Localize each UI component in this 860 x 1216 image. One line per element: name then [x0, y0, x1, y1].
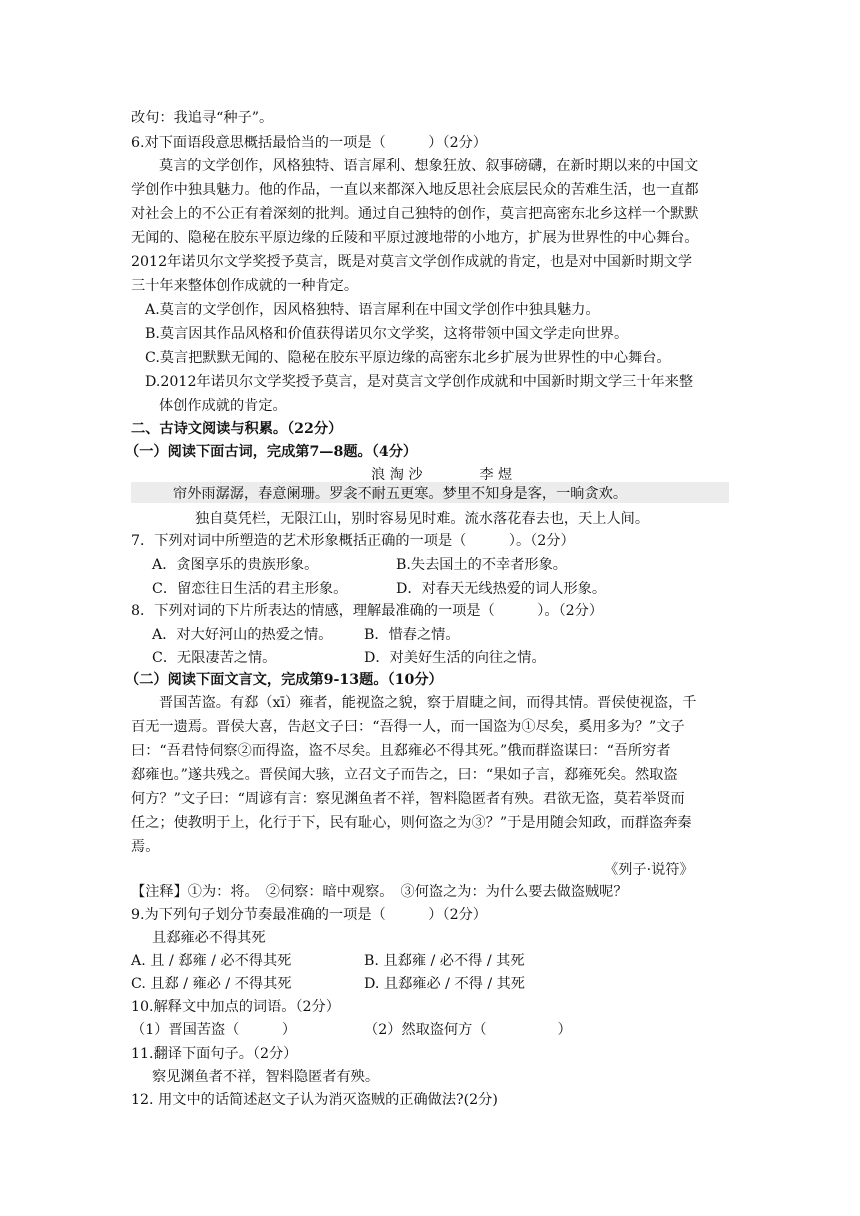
passage-line: 学创作中独具魅力。他的作品，一直以来都深入地反思社会底层民众的苦难生活，也一直都 [131, 182, 699, 198]
option-9d: D. 且郄雍必 / 不得 / 其死 [364, 976, 525, 992]
option-9c: C. 且郄 / 雍必 / 不得其死 [131, 976, 292, 992]
poem-line-1: 帘外雨潺潺，春意阑珊。罗衾不耐五更寒。梦里不知身是客，一晌贪欢。 [173, 486, 628, 502]
question-12: 12. 用文中的话简述赵文子认为消灭盗贼的正确做法?(2分) [131, 1092, 498, 1108]
classical-text-line: 百无一遗焉。晋侯大喜，告赵文子曰：“吾得一人，而一国盗为①尽矣，奚用多为？”文子 [131, 719, 685, 735]
option-9b: B. 且郄雍 / 必不得 / 其死 [364, 953, 525, 969]
question-10: 10.解释文中加点的词语。（2分） [131, 999, 340, 1015]
subsection-2-heading: （二）阅读下面文言文，完成第9-13题。（10分） [125, 672, 443, 688]
option-6c: C.莫言把默默无闻的、隐秘在胶东平原边缘的高密东北乡扩展为世界性的中心舞台。 [145, 350, 671, 366]
classical-text-line: 郄雍也。”遂共残之。晋侯闻大骇，立召文子而告之，曰：“果如子言，郄雍死矣。然取盗 [131, 767, 678, 783]
option-9a: A. 且 / 郄雍 / 必不得其死 [131, 953, 292, 969]
classical-text-line: 曰：“吾君恃伺察②而得盗，盗不尽矣。且郄雍必不得其死。”俄而群盗谋曰：“吾所穷者 [131, 743, 671, 759]
option-6d: D.2012年诺贝尔文学奖授予莫言，是对莫言文学创作成就和中国新时期文学三十年来整 [145, 374, 694, 390]
passage-line: 2012年诺贝尔文学奖授予莫言，既是对莫言文学创作成就的肯定，也是对中国新时期文学 [131, 254, 693, 270]
question-11-sentence: 察见渊鱼者不祥，智料隐匿者有殃。 [152, 1069, 380, 1085]
option-8c: C．无限凄苦之情。 [152, 650, 277, 666]
question-8: 8．下列对词的下片所表达的情感，理解最准确的一项是（ ）。（2分） [131, 603, 604, 619]
source-citation: 《列子·说符》 [604, 862, 694, 878]
option-8b: B．惜春之情。 [364, 627, 460, 643]
option-6a: A.莫言的文学创作，因风格独特、语言犀利在中国文学创作中独具魅力。 [145, 302, 600, 318]
poem-title: 浪 淘 沙 李 煜 [371, 467, 513, 483]
passage-line: 对社会上的不公正有着深刻的批判。通过自己独特的创作，莫言把高密东北乡这样一个默默 [131, 206, 699, 222]
classical-text-line: 晋国苦盗。有郄（xī）雍者，能视盗之貌，察于眉睫之间，而得其情。晋侯使视盗，千 [159, 695, 697, 711]
option-6d-cont: 体创作成就的肯定。 [159, 398, 287, 414]
passage-line: 莫言的文学创作，风格独特、语言犀利、想象狂放、叙事磅礴，在新时期以来的中国文 [159, 158, 699, 174]
option-8d: D．对美好生活的向往之情。 [364, 650, 546, 666]
option-6b: B.莫言因其作品风格和价值获得诺贝尔文学奖，这将带领中国文学走向世界。 [145, 326, 629, 342]
option-7b: B.失去国土的不幸者形象。 [396, 557, 567, 573]
option-8a: A．对大好河山的热爱之情。 [152, 627, 333, 643]
question-9: 9.为下列句子划分节奏最准确的一项是（ ）（2分） [131, 907, 487, 923]
section-2-heading: 二、古诗文阅读与积累。（22分） [131, 421, 343, 437]
classical-text-line: 任之；使教明于上，化行于下，民有耻心，则何盗之为③？”于是用随会知政，而群盗奔秦 [131, 815, 692, 831]
passage-line: 三十年来整体创作成就的一种肯定。 [131, 278, 359, 294]
classical-text-line: 何方？”文子曰：“周谚有言：察见渊鱼者不祥，智料隐匿者有殃。君欲无盗，莫若举贤而 [131, 791, 685, 807]
passage-line: 无闻的、隐秘在胶东平原边缘的丘陵和平原过渡地带的小地方，扩展为世界性的中心舞台。 [131, 230, 699, 246]
question-7: 7．下列对词中所塑造的艺术形象概括正确的一项是（ ）。（2分） [131, 533, 575, 549]
question-6: 6.对下面语段意思概括最恰当的一项是（ ）（2分） [131, 135, 487, 151]
revised-sentence: 改句：我追寻“种子”。 [131, 110, 274, 126]
question-9-sentence: 且郄雍必不得其死 [152, 930, 266, 946]
question-10-part-1: （1）晋国苦盗（ ） [131, 1022, 297, 1038]
option-7d: D．对春天无线热爱的词人形象。 [396, 581, 607, 597]
option-7c: C．留恋往日生活的君主形象。 [152, 581, 348, 597]
option-7a: A．贪图享乐的贵族形象。 [152, 557, 319, 573]
classical-text-line: 焉。 [131, 839, 160, 855]
subsection-1-heading: （一）阅读下面古词，完成第7—8题。（4分） [125, 444, 418, 460]
annotation-notes: 【注释】①为：将。 ②伺察：暗中观察。 ③何盗之为：为什么要去做盗贼呢？ [131, 884, 628, 900]
question-11: 11.翻译下面句子。（2分） [131, 1046, 298, 1062]
poem-line-2: 独自莫凭栏，无限江山，别时容易见时难。流水落花春去也，天上人间。 [195, 511, 650, 527]
question-10-part-2: （2）然取盗何方（ ） [364, 1022, 572, 1038]
